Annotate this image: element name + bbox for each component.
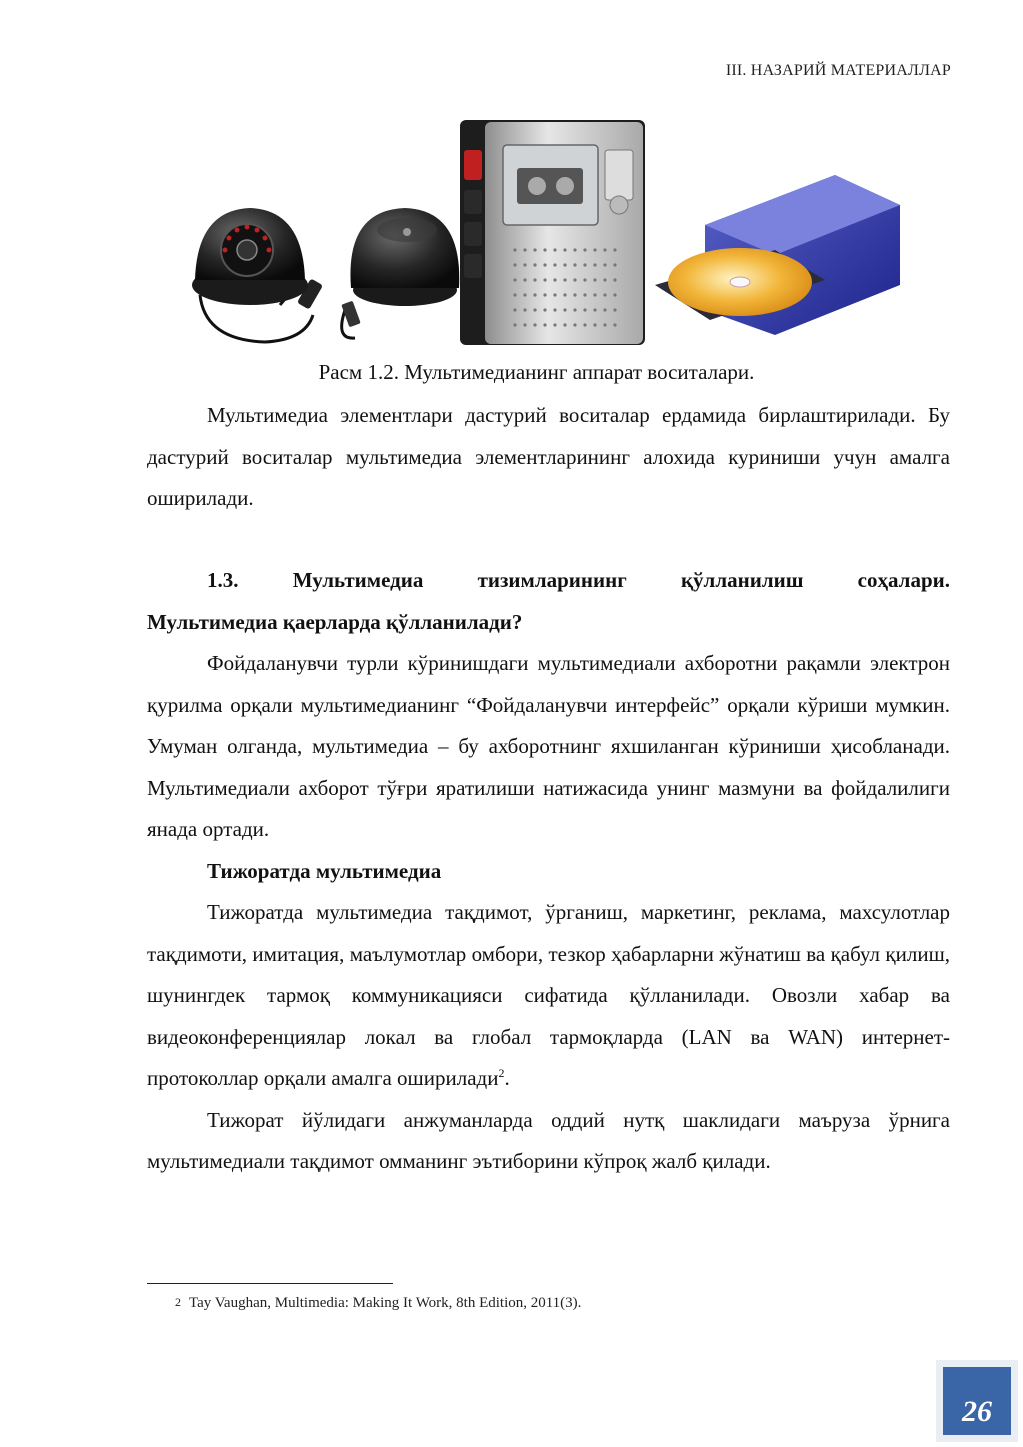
paragraph-commerce-end: .	[504, 1066, 510, 1090]
body-block-1	[147, 395, 950, 520]
paragraph-conferences: Тижорат йўлидаги анжуманларда оддий нутқ шаклидаги маъруза ўрнига мультимедиали тақдимот омманинг эътиборини кўпроқ жалб қилади.	[147, 1107, 950, 1173]
footnote	[175, 1295, 581, 1312]
cassette-recorder-icon	[460, 120, 645, 345]
subheading-commerce: Тижоратда мультимедиа	[207, 858, 442, 883]
footnote-reference[interactable]: 2	[498, 1066, 505, 1080]
footnote-separator	[147, 1283, 393, 1284]
paragraph-commerce	[147, 892, 950, 1100]
running-header: III. НАЗАРИЙ МАТЕРИАЛЛАР	[725, 62, 951, 79]
page-number-badge	[936, 1360, 1018, 1442]
cd-drive-icon	[655, 175, 900, 335]
figure-caption: Расм 1.2. Мультимедианинг аппарат воситалари.	[318, 360, 755, 384]
body-block-2	[147, 560, 950, 1183]
footnote-mark: 2	[175, 1295, 181, 1309]
page-number: 26	[943, 1367, 1011, 1435]
paragraph-commerce-text: Тижоратда мультимедиа тақдимот, ўрганиш, маркетинг, реклама, махсулотлар тақдимоти, имитация, маълумотлар омбори, тезкор ҳабарларни жўнатиш ва қабул қилиш, шунингдек тармоқ коммуникацияси сифатида қўлланилади. Овозли хабар ва видеоконференциялар локал ва глобал тармоқларда (LAN ва WAN) интернет-протоколлар орқали амалга оширилади	[147, 900, 950, 1090]
section-heading-continued: Мультимедиа қаерларда қўлланилади?	[147, 609, 523, 634]
hardware-figure	[185, 110, 905, 350]
paragraph-interface: Фойдаланувчи турли кўринишдаги мультимедиали ахборотни рақамли электрон қурилма орқали мультимедианинг “Фойдаланувчи интерфейс” орқали кўриши мумкин. Умуман олганда, мультимедиа – бу ахборотнинг яхшиланган кўриниши ҳисобланади. Мультимедиали ахборот тўғри яратилиши натижасида унинг мазмуни ва фойдалилиги янада ортади.	[147, 651, 950, 841]
footnote-text: Tay Vaughan, Multimedia: Making It Work, 8th Edition, 2011(3).	[189, 1295, 582, 1311]
section-heading: 1.3. Мультимедиа тизимларининг қўлланилиш соҳалари.	[207, 568, 950, 592]
dome-camera-icon	[192, 208, 323, 342]
paragraph-software: Мультимедиа элементлари дастурий воситалар ердамида бирлаштирилади. Бу дастурий воситалар мультимедиа элементларининг алохида куриниши учун амалга оширилади.	[147, 403, 950, 510]
webcam-icon	[341, 208, 459, 338]
